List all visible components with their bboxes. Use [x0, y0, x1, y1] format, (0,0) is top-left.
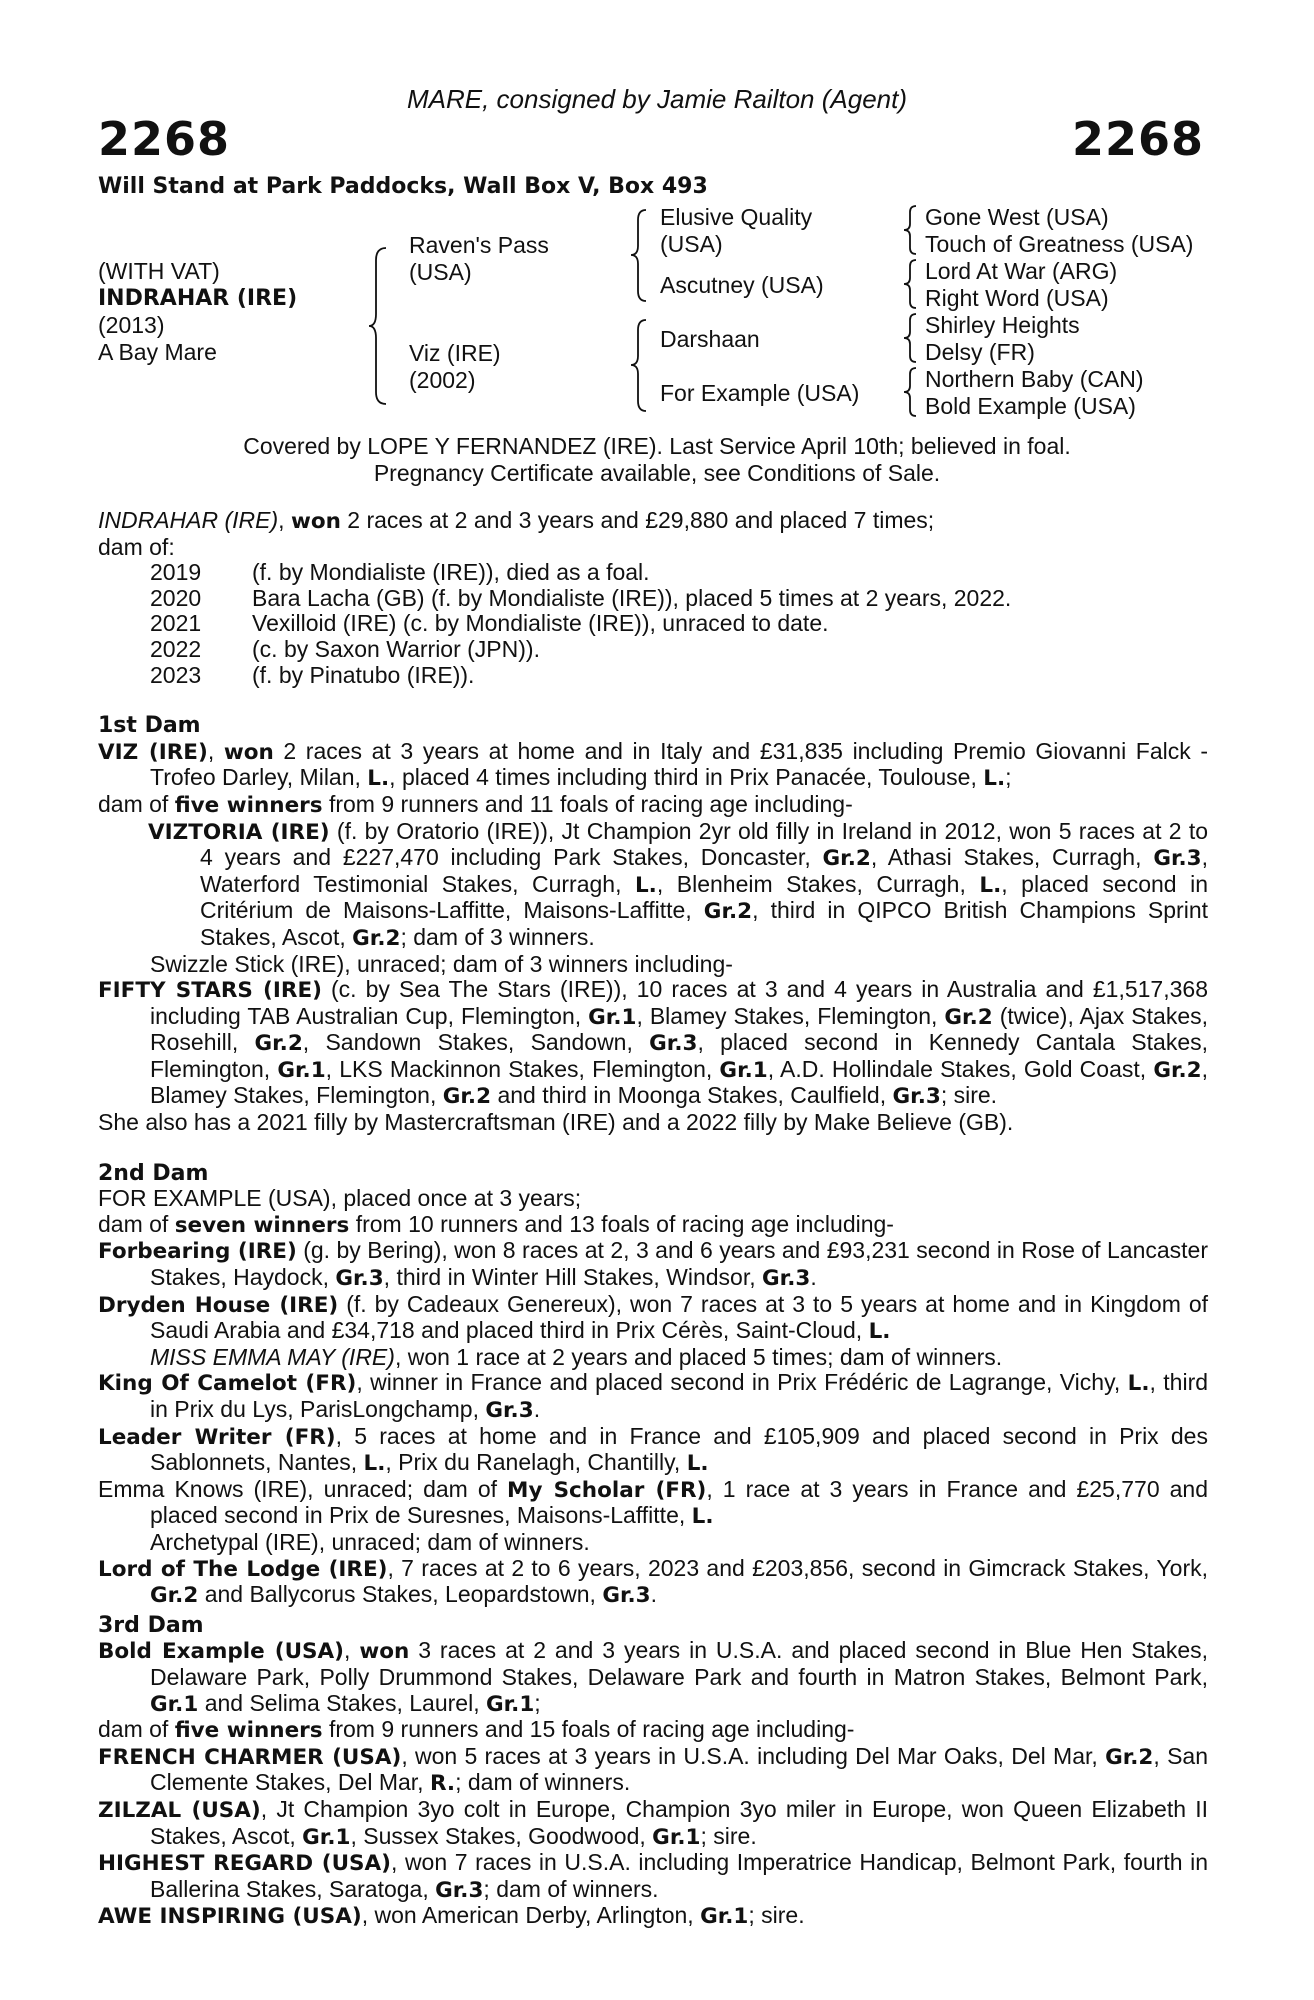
dam-of-label: dam of:: [98, 533, 175, 560]
lot-number-left: 2268: [98, 112, 231, 166]
ggp-dds: Northern Baby (CAN): [925, 366, 1144, 392]
leader-writer-entry: Leader Writer (FR), 5 races at home and in France and £105,909 and placed second in Prix des Sablonnets, Nantes, L., Prix du Ranelagh, Chantilly, L.: [98, 1422, 1208, 1477]
pedigree-brace-sd: [903, 258, 919, 310]
lord-lodge-entry: Lord of The Lodge (IRE), 7 races at 2 to 6 years, 2023 and £203,856, second in Gimcrack Stakes, York, Gr.2 and Ballycorus Stakes, Leopardstown, Gr.3.: [98, 1554, 1208, 1609]
fifty-stars-entry: FIFTY STARS (IRE) (c. by Sea The Stars (IRE)), 10 races at 3 and 4 years in Australia and £1,517,368 including TAB Australian Cup, Flemington, Gr.1, Blamey Stakes, Flemington, Gr.2 (twice), Ajax Stakes, Rosehill, Gr.2, Sandown Stakes, Sandown, Gr.3, placed second in Kennedy Cantala Stakes, Flemington, Gr.1, LKS Mackinnon Stakes, Flemington, Gr.1, A.D. Hollindale Stakes, Gold Coast, Gr.2, Blamey Stakes, Flemington, Gr.2 and third in Moonga Stakes, Caulfield, Gr.3; sire.: [98, 976, 1209, 1110]
archetypal-entry: Archetypal (IRE), unraced; dam of winners.: [150, 1528, 590, 1555]
highest-regard-entry: HIGHEST REGARD (USA), won 7 races in U.S.A. including Imperatrice Handicap, Belmont Park, fourth in Ballerina Stakes, Saratoga, Gr.3; dam of winners.: [98, 1849, 1209, 1903]
second-dam-record: FOR EXAMPLE (USA), placed once at 3 years;: [98, 1185, 582, 1212]
mare-record: INDRAHAR (IRE), won 2 races at 2 and 3 years and £29,880 and placed 7 times;: [98, 507, 935, 534]
first-dam-record: VIZ (IRE), won 2 races at 3 years at home and in Italy and £31,835 including Premio Giovanni Falck - Trofeo Darley, Milan, L., placed 4 times including third in Prix Panacée, Toulouse, L.;: [98, 737, 1209, 792]
third-dam-damof: dam of five winners from 9 runners and 15 foals of racing age including-: [98, 1716, 855, 1744]
grandsire-ss-line2: (USA): [660, 231, 723, 257]
first-dam-also: She also has a 2021 filly by Mastercraftsman (IRE) and a 2022 filly by Make Believe (GB).: [98, 1109, 1014, 1136]
ggp-sss: Gone West (USA): [925, 204, 1109, 230]
viztoria-entry: VIZTORIA (IRE) (f. by Oratorio (IRE)), Jt Champion 2yr old filly in Ireland in 2012, won 5 races at 2 to 4 years and £227,470 including Park Stakes, Doncaster, Gr.2, Athasi Stakes, Curragh, Gr.3, Waterford Testimonial Stakes, Curragh, L., Blenheim Stakes, Curragh, L., placed second in Critérium de Maisons-Laffitte, Maisons-Laffitte, Gr.2, third in QIPCO British Champions Sprint Stakes, Ascot, Gr.2; dam of 3 winners.: [148, 817, 1209, 951]
granddam-sd: Ascutney (USA): [660, 272, 824, 298]
grandsire-ss-line1: Elusive Quality: [660, 204, 813, 230]
awe-inspiring-entry: AWE INSPIRING (USA), won American Derby, Arlington, Gr.1; sire.: [98, 1902, 805, 1930]
produce-year: 2019: [150, 559, 202, 586]
ggp-ddd: Bold Example (USA): [925, 393, 1136, 419]
pedigree-brace-main: [368, 246, 390, 406]
dam-year: (2002): [409, 367, 476, 393]
produce-row: [150, 637, 1011, 663]
pedigree-brace-dam: [630, 318, 650, 413]
mare-record-name: INDRAHAR (IRE): [98, 507, 279, 533]
produce-text: (c. by Saxon Warrior (JPN)).: [252, 635, 540, 662]
horse-year: (2013): [98, 312, 165, 338]
catalogue-body: [98, 508, 1208, 1930]
camelot-entry: King Of Camelot (FR), winner in France and placed second in Prix Frédéric de Lagrange, Vichy, L., third in Prix du Lys, ParisLongchamp, Gr.3.: [98, 1369, 1209, 1423]
french-charmer-entry: FRENCH CHARMER (USA), won 5 races at 3 years in U.S.A. including Del Mar Oaks, Del Mar, Gr.2, San Clemente Stakes, Del Mar, R.; dam of winners.: [98, 1742, 1208, 1797]
produce-year: 2020: [150, 584, 202, 611]
vat-note: (WITH VAT): [98, 258, 220, 284]
produce-year: 2022: [150, 635, 202, 662]
pedigree-brace-ds: [903, 312, 919, 364]
miss-emma-entry: MISS EMMA MAY (IRE), won 1 race at 2 years and placed 5 times; dam of winners.: [150, 1343, 1003, 1370]
ggp-ssd: Touch of Greatness (USA): [925, 231, 1194, 257]
granddam-dd: For Example (USA): [660, 380, 860, 406]
first-dam-name: VIZ (IRE): [98, 739, 208, 765]
produce-text: (f. by Pinatubo (IRE)).: [252, 661, 475, 688]
viztoria-name: VIZTORIA (IRE): [148, 819, 330, 845]
horse-description: A Bay Mare: [98, 339, 217, 365]
horse-name: INDRAHAR (IRE): [98, 286, 298, 311]
zilzal-entry: ZILZAL (USA), Jt Champion 3yo colt in Europe, Champion 3yo miler in Europe, won Queen Elizabeth II Stakes, Ascot, Gr.1, Sussex Stakes, Goodwood, Gr.1; sire.: [98, 1795, 1208, 1850]
sire-name: Raven's Pass: [409, 232, 549, 258]
ggp-sdd: Right Word (USA): [925, 285, 1109, 311]
third-dam-record: Bold Example (USA), won 3 races at 2 and 3 years in U.S.A. and placed second in Blue Hen Stakes, Delaware Park, Polly Drummond Stakes, Delaware Park and fourth in Matron Stakes, Belmont Park, Gr.1 and Selima Stakes, Laurel, Gr.1;: [98, 1637, 1209, 1717]
dryden-entry: Dryden House (IRE) (f. by Cadeaux Genereux), won 7 races at 3 to 5 years at home and in Kingdom of Saudi Arabia and £34,718 and placed third in Prix Cérès, Saint-Cloud, L.: [98, 1290, 1209, 1345]
produce-row: [150, 560, 1011, 586]
pedigree-brace-dd: [903, 366, 919, 418]
second-dam-damof: dam of seven winners from 10 runners and 13 foals of racing age including-: [98, 1210, 894, 1238]
fifty-stars-name: FIFTY STARS (IRE): [98, 978, 322, 1004]
produce-year: 2021: [150, 610, 202, 637]
ggp-dss: Shirley Heights: [925, 312, 1080, 338]
emma-knows-entry: Emma Knows (IRE), unraced; dam of My Scholar (FR), 1 race at 3 years in France and £25,770 and placed second in Prix de Suresnes, Maisons-Laffitte, L.: [98, 1475, 1208, 1530]
grandsire-ds: Darshaan: [660, 326, 760, 352]
second-dam-heading: 2nd Dam: [98, 1160, 209, 1186]
covered-note: [0, 433, 1314, 487]
stand-location: Will Stand at Park Paddocks, Wall Box V, Box 493: [98, 174, 708, 199]
pedigree-brace-sire: [630, 208, 650, 303]
produce-row: [150, 586, 1011, 612]
third-dam-heading: 3rd Dam: [98, 1612, 204, 1638]
ggp-sds: Lord At War (ARG): [925, 258, 1118, 284]
produce-row: [150, 663, 1011, 689]
produce-table: [150, 560, 1011, 688]
lot-number-right: 2268: [1071, 112, 1204, 166]
first-dam-damof: dam of five winners from 9 runners and 11 foals of racing age including-: [98, 790, 853, 818]
produce-year: 2023: [150, 661, 202, 688]
forbearing-entry: Forbearing (IRE) (g. by Bering), won 8 races at 2, 3 and 6 years and £93,231 second in Rose of Lancaster Stakes, Haydock, Gr.3, third in Winter Hill Stakes, Windsor, Gr.3.: [98, 1237, 1208, 1292]
pedigree-brace-ss: [903, 204, 919, 256]
ggp-dsd: Delsy (FR): [925, 339, 1035, 365]
won-label: won: [290, 509, 341, 534]
produce-text: Vexilloid (IRE) (c. by Mondialiste (IRE)), unraced to date.: [252, 610, 829, 637]
first-dam-heading: 1st Dam: [98, 713, 201, 739]
dam-name: Viz (IRE): [409, 340, 501, 366]
produce-text: Bara Lacha (GB) (f. by Mondialiste (IRE)), placed 5 times at 2 years, 2022.: [252, 584, 1012, 611]
covered-line-2: Pregnancy Certificate available, see Conditions of Sale.: [373, 460, 941, 486]
sire-country: (USA): [409, 259, 472, 285]
consignment-line: MARE, consigned by Jamie Railton (Agent): [406, 84, 907, 114]
mare-record-text: 2 races at 2 and 3 years and £29,880 and placed 7 times;: [347, 507, 935, 533]
produce-row: [150, 611, 1011, 637]
swizzle-entry: Swizzle Stick (IRE), unraced; dam of 3 winners including-: [150, 950, 733, 977]
produce-text: (f. by Mondialiste (IRE)), died as a foal.: [252, 559, 650, 586]
covered-line-1: Covered by LOPE Y FERNANDEZ (IRE). Last Service April 10th; believed in foal.: [243, 433, 1071, 459]
